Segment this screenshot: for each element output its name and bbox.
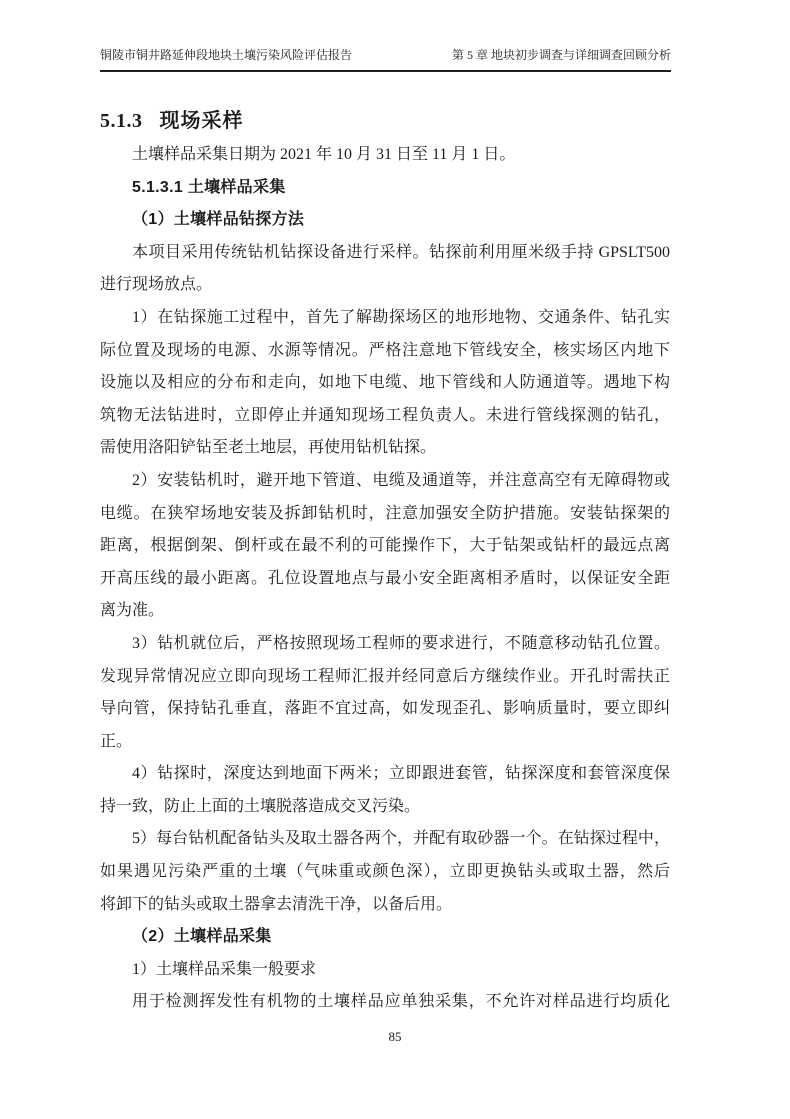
paragraph-line: 土壤样品采集日期为 2021 年 10 月 31 日至 11 月 1 日。 (132, 146, 516, 163)
paragraph-line: 导向管，保持钻孔垂直，落距不宜过高，如发现歪孔、影响质量时，要立即纠 (100, 700, 670, 718)
page-number: 85 (388, 1029, 402, 1044)
document-body (100, 103, 670, 1019)
section-number: 5.1.3 (100, 110, 143, 132)
paragraph-line: 电缆。在狭窄场地安装及拆卸钻机时，注意加强安全防护措施。安装钻探架的 (100, 504, 670, 522)
paragraph-line: 持一致，防止上面的土壤脱落造成交叉污染。 (100, 797, 421, 815)
paragraph-line: 进行现场放点。 (100, 276, 213, 294)
paragraph-line: 筑物无法钻进时，立即停止并通知现场工程负责人。未进行管线探测的钻孔， (100, 406, 670, 424)
paragraph-line: 5）每台钻机配备钻头及取土器各两个，并配有取砂器一个。在钻探过程中， (132, 830, 670, 848)
section-content (100, 139, 670, 1019)
paragraph-line: 开高压线的最小距离。孔位设置地点与最小安全距离相矛盾时，以保证安全距 (100, 569, 670, 587)
paragraph-line: 距离，根据倒架、倒杆或在最不利的可能操作下，大于钻架或钻杆的最远点离 (100, 537, 670, 555)
paragraph-line: 需使用洛阳铲钻至老土地层，再使用钻机钻探。 (100, 439, 437, 457)
header-chapter-title: 第 5 章 地块初步调查与详细调查回顾分析 (451, 48, 671, 62)
paragraph-line: 3）钻机就位后，严格按照现场工程师的要求进行，不随意移动钻孔位置。 (132, 634, 670, 652)
paragraph-line: 将卸下的钻头或取土器拿去清洗干净，以备后用。 (100, 895, 453, 913)
page-footer (0, 1028, 790, 1045)
paragraph-line: 本项目采用传统钻机钻探设备进行采样。钻探前利用厘米级手持 GPSLT500 (132, 243, 670, 261)
page-header (100, 48, 671, 72)
header-report-title: 铜陵市铜井路延伸段地块土壤污染风险评估报告 (100, 48, 353, 62)
paragraph-line: 2）安装钻机时，避开地下管道、电缆及通道等，并注意高空有无障碍物或 (132, 471, 670, 489)
list-heading: （2）土壤样品采集 (132, 928, 272, 946)
section-heading (100, 103, 670, 139)
paragraph-line: 际位置及现场的电源、水源等情况。严格注意地下管线安全，核实场区内地下 (100, 341, 670, 359)
section-title: 现场采样 (159, 110, 244, 132)
paragraph-line: 如果遇见污染严重的土壤（气味重或颜色深），立即更换钻头或取土器，然后 (100, 863, 670, 881)
list-heading: （1）土壤样品钻探方法 (132, 211, 305, 229)
subsection-heading: 5.1.3.1 土壤样品采集 (132, 178, 286, 196)
paragraph-line: 发现异常情况应立即向现场工程师汇报并经同意后方继续作业。开孔时需扶正 (100, 667, 670, 685)
paragraph-line: 正。 (100, 732, 133, 750)
paragraph-line: 离为准。 (100, 602, 165, 620)
paragraph-line: 用于检测挥发性有机物的土壤样品应单独采集，不允许对样品进行均质化 (132, 993, 670, 1011)
paragraph-line: 1）土壤样品采集一般要求 (132, 960, 317, 978)
paragraph-line: 设施以及相应的分布和走向，如地下电缆、地下管线和人防通道等。遇地下构 (100, 374, 670, 392)
paragraph-line: 1）在钻探施工过程中，首先了解勘探场区的地形地物、交通条件、钻孔实 (132, 308, 670, 326)
paragraph-line: 4）钻探时，深度达到地面下两米；立即跟进套管，钻探深度和套管深度保 (132, 765, 670, 783)
